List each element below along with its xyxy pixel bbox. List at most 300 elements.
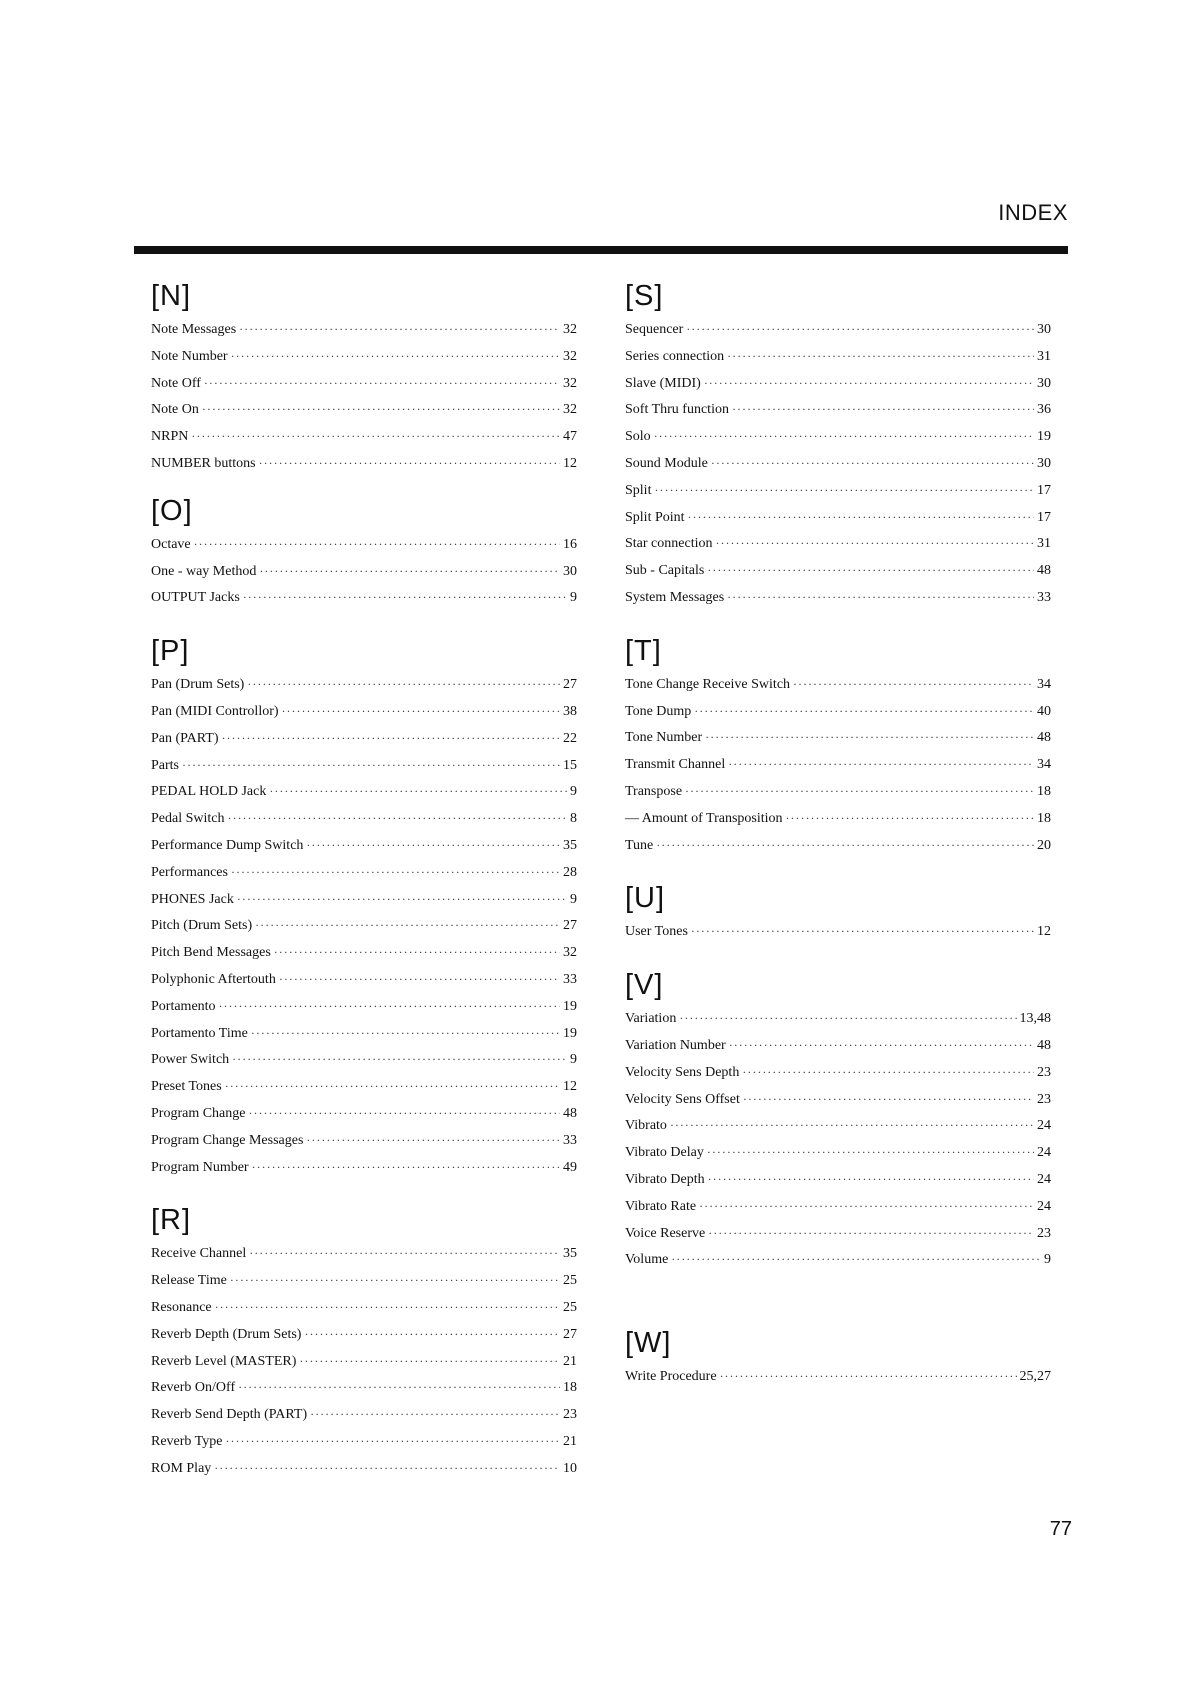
entry-page-number: 27 (563, 918, 577, 934)
index-entry (151, 725, 577, 752)
index-entry (625, 1363, 1051, 1390)
entry-page-number: 27 (563, 1326, 577, 1342)
dot-leader (204, 370, 560, 397)
entry-page-number: 13,48 (1019, 1011, 1051, 1027)
entry-label: Parts (151, 757, 179, 773)
entry-page-number: 23 (1037, 1225, 1051, 1241)
entry-label: Vibrato Rate (625, 1198, 697, 1214)
entry-page-number: 28 (563, 864, 577, 880)
section-spacer (151, 611, 577, 631)
entry-label: Sub - Capitals (625, 563, 705, 579)
index-entry (625, 1086, 1051, 1113)
entry-label: Variation (625, 1011, 677, 1027)
entry-page-number: 34 (1037, 757, 1051, 773)
index-entry (151, 1154, 577, 1181)
index-section (151, 491, 577, 611)
entry-page-number: 17 (1037, 482, 1051, 498)
entry-page-number: 31 (1037, 348, 1051, 364)
entry-label: Volume (625, 1252, 669, 1268)
entry-page-number: 9 (570, 590, 577, 606)
index-entry (151, 584, 577, 611)
entry-label: NRPN (151, 429, 189, 445)
dot-leader (705, 724, 1034, 751)
index-entry (151, 531, 577, 558)
index-entries (151, 316, 577, 477)
index-entries (151, 671, 577, 1180)
index-section (625, 631, 1051, 859)
entry-page-number: 30 (1037, 375, 1051, 391)
section-heading: [W] (625, 1327, 672, 1360)
index-entry (151, 558, 577, 585)
entry-label: Program Change (151, 1105, 246, 1121)
entry-page-number: 33 (563, 1132, 577, 1148)
entry-label: Pitch Bend Messages (151, 945, 271, 961)
index-entry (625, 698, 1051, 725)
index-section (151, 631, 577, 1180)
index-entry (151, 832, 577, 859)
index-entry (625, 832, 1051, 859)
dot-leader (727, 584, 1034, 611)
index-entries (625, 1363, 1051, 1390)
entry-page-number: 48 (1037, 563, 1051, 579)
index-entry (625, 370, 1051, 397)
dot-leader (310, 1401, 560, 1428)
dot-leader (720, 1363, 1017, 1390)
dot-leader (742, 1059, 1034, 1086)
dot-leader (255, 912, 560, 939)
index-entry (151, 1428, 577, 1455)
entry-label: System Messages (625, 589, 725, 605)
entry-page-number: 47 (563, 429, 577, 445)
entry-page-number: 32 (563, 322, 577, 337)
entry-page-number: 9 (1044, 1252, 1051, 1268)
dot-leader (228, 805, 568, 832)
index-entry (151, 1127, 577, 1154)
index-entry (151, 939, 577, 966)
index-entry (625, 1246, 1051, 1273)
entry-label: Note Off (151, 375, 201, 391)
index-entry (151, 1046, 577, 1073)
dot-leader (679, 1005, 1016, 1032)
dot-leader (786, 805, 1034, 832)
entry-label: Velocity Sens Offset (625, 1091, 740, 1107)
section-heading: [O] (151, 494, 193, 527)
entry-label: Split (625, 482, 652, 498)
entry-label: Variation Number (625, 1037, 726, 1053)
index-section (151, 276, 577, 477)
entry-page-number: 12 (563, 1079, 577, 1095)
dot-leader (232, 1046, 567, 1073)
entry-page-number: 32 (563, 945, 577, 961)
index-entries (151, 531, 577, 611)
entry-page-number: 24 (1037, 1171, 1051, 1187)
dot-leader (215, 1294, 560, 1321)
entry-page-number: 22 (563, 730, 577, 746)
index-entry (625, 918, 1051, 945)
index-entry (625, 1139, 1051, 1166)
entry-page-number: 30 (1037, 455, 1051, 471)
entry-page-number: 35 (563, 837, 577, 853)
dot-leader (654, 423, 1034, 450)
dot-leader (219, 993, 560, 1020)
index-column-right (625, 276, 1051, 1390)
entry-label: Note Number (151, 348, 228, 364)
dot-leader (259, 450, 560, 477)
section-spacer (625, 945, 1051, 965)
dot-leader (694, 698, 1034, 725)
index-entry (151, 1100, 577, 1127)
dot-leader (306, 832, 560, 859)
section-spacer (625, 858, 1051, 878)
dot-leader (691, 918, 1034, 945)
entry-page-number: 12 (563, 455, 577, 471)
entry-page-number: 33 (1037, 589, 1051, 605)
entry-label: NUMBER buttons (151, 455, 256, 471)
dot-leader (708, 1220, 1034, 1247)
dot-leader (708, 1166, 1034, 1193)
entry-label: User Tones (625, 924, 688, 940)
index-entry (151, 805, 577, 832)
entry-label: Program Change Messages (151, 1132, 304, 1148)
entry-page-number: 19 (563, 1025, 577, 1041)
index-entry (625, 751, 1051, 778)
dot-leader (299, 1348, 560, 1375)
entry-label: Reverb Depth (Drum Sets) (151, 1326, 302, 1342)
dot-leader (230, 1267, 560, 1294)
entry-label: Transpose (625, 783, 683, 799)
entry-label: Note On (151, 402, 199, 418)
dot-leader (793, 671, 1034, 698)
entry-page-number: 32 (563, 375, 577, 391)
entry-label: Sequencer (625, 322, 684, 337)
dot-leader (269, 778, 567, 805)
dot-leader (247, 671, 560, 698)
index-section (625, 276, 1051, 611)
index-entry (625, 1220, 1051, 1247)
entry-label: Reverb On/Off (151, 1380, 236, 1396)
index-section (625, 1323, 1051, 1390)
entry-page-number: 25 (563, 1299, 577, 1315)
section-heading: [S] (625, 280, 664, 312)
entry-label: Polyphonic Aftertouth (151, 971, 276, 987)
index-entry (625, 343, 1051, 370)
index-entry (151, 396, 577, 423)
entry-page-number: 25,27 (1019, 1369, 1051, 1385)
index-entry (625, 584, 1051, 611)
dot-leader (707, 557, 1034, 584)
entry-page-number: 27 (563, 677, 577, 693)
index-entry (151, 316, 577, 343)
entry-label: Sound Module (625, 455, 708, 471)
entry-page-number: 18 (563, 1380, 577, 1396)
entry-page-number: 24 (1037, 1145, 1051, 1161)
section-spacer (151, 477, 577, 491)
index-entry (151, 778, 577, 805)
index-entry (625, 1166, 1051, 1193)
index-entry (625, 450, 1051, 477)
entry-label: Performances (151, 864, 228, 880)
index-entry (151, 1073, 577, 1100)
dot-leader (194, 531, 560, 558)
entry-page-number: 16 (563, 536, 577, 552)
index-entry (151, 1020, 577, 1047)
dot-leader (711, 450, 1034, 477)
index-entry (151, 671, 577, 698)
entry-page-number: 20 (1037, 837, 1051, 853)
dot-leader (248, 1100, 560, 1127)
dot-leader (306, 1127, 560, 1154)
index-entry (151, 1321, 577, 1348)
entry-label: Tone Number (625, 730, 703, 746)
entry-page-number: 30 (563, 563, 577, 579)
index-entry (151, 1294, 577, 1321)
entry-label: Receive Channel (151, 1246, 247, 1262)
entry-page-number: 34 (1037, 676, 1051, 692)
dot-leader (704, 370, 1034, 397)
dot-leader (252, 1154, 560, 1181)
index-entry (625, 724, 1051, 751)
entry-label: Preset Tones (151, 1079, 222, 1095)
entry-label: Tone Change Receive Switch (625, 676, 791, 692)
dot-leader (685, 778, 1034, 805)
entry-page-number: 17 (1037, 509, 1051, 525)
entry-page-number: 9 (570, 891, 577, 907)
index-entry (625, 1032, 1051, 1059)
section-spacer (151, 1180, 577, 1200)
index-column-left (151, 276, 577, 1481)
entry-page-number: 23 (1037, 1091, 1051, 1107)
dot-leader (259, 558, 560, 585)
entry-page-number: 38 (563, 703, 577, 719)
dot-leader (182, 752, 560, 779)
entry-label: Tune (625, 837, 654, 853)
section-heading: [U] (625, 882, 666, 915)
index-entry (625, 805, 1051, 832)
entry-label: Slave (MIDI) (625, 375, 701, 391)
entry-label: Portamento (151, 998, 216, 1014)
entry-label: Write Procedure (625, 1369, 717, 1385)
entry-label: Reverb Send Depth (PART) (151, 1407, 308, 1423)
entry-page-number: 48 (563, 1105, 577, 1121)
entry-page-number: 15 (563, 757, 577, 773)
entry-label: Pitch (Drum Sets) (151, 918, 253, 934)
entry-page-number: 23 (1037, 1064, 1051, 1080)
dot-leader (191, 423, 560, 450)
index-entry (151, 752, 577, 779)
dot-leader (251, 1020, 560, 1047)
entry-label: Program Number (151, 1159, 249, 1175)
index-entry (151, 859, 577, 886)
entry-label: Vibrato (625, 1118, 667, 1134)
dot-leader (221, 725, 560, 752)
section-heading: [P] (151, 635, 190, 668)
entry-label: Transmit Channel (625, 757, 726, 773)
entry-page-number: 40 (1037, 703, 1051, 719)
index-section (625, 878, 1051, 945)
index-entry (151, 1240, 577, 1267)
entry-page-number: 35 (563, 1246, 577, 1262)
section-heading: [N] (151, 280, 192, 312)
entry-label: Resonance (151, 1299, 212, 1315)
index-section (625, 965, 1051, 1273)
entry-page-number: 49 (563, 1159, 577, 1175)
dot-leader (274, 939, 560, 966)
entry-label: Velocity Sens Depth (625, 1064, 740, 1080)
index-entries (151, 1240, 577, 1481)
entry-label: Star connection (625, 536, 713, 552)
page-number: 77 (1049, 1518, 1072, 1540)
entry-label: Split Point (625, 509, 685, 525)
entry-label: Performance Dump Switch (151, 837, 304, 853)
entry-page-number: 8 (570, 811, 577, 827)
index-entries (625, 1005, 1051, 1273)
dot-leader (671, 1246, 1041, 1273)
dot-leader (238, 1374, 560, 1401)
dot-leader (304, 1321, 560, 1348)
dot-leader (688, 504, 1034, 531)
index-entry (151, 886, 577, 913)
entry-page-number: 9 (570, 784, 577, 800)
section-heading: [R] (151, 1204, 192, 1237)
dot-leader (239, 316, 560, 343)
entry-label: PEDAL HOLD Jack (151, 784, 267, 800)
index-entry (151, 370, 577, 397)
section-heading: [V] (625, 969, 664, 1002)
entry-label: Series connection (625, 348, 725, 364)
dot-leader (225, 1428, 560, 1455)
dot-leader (732, 396, 1034, 423)
index-entry (151, 450, 577, 477)
entry-page-number: 18 (1037, 783, 1051, 799)
index-entry (151, 912, 577, 939)
index-entry (625, 477, 1051, 504)
dot-leader (670, 1112, 1034, 1139)
entry-label: Reverb Type (151, 1433, 223, 1449)
dot-leader (202, 396, 560, 423)
index-entry (151, 1374, 577, 1401)
dot-leader (729, 1032, 1034, 1059)
entry-label: PHONES Jack (151, 891, 234, 907)
dot-leader (715, 530, 1034, 557)
dot-leader (727, 343, 1034, 370)
entry-label: Pedal Switch (151, 811, 225, 827)
section-heading: [T] (625, 634, 662, 667)
entry-label: Octave (151, 536, 191, 552)
index-entry (625, 671, 1051, 698)
index-entry (151, 698, 577, 725)
entry-label: Pan (Drum Sets) (151, 677, 245, 693)
dot-leader (656, 832, 1034, 859)
dot-leader (728, 751, 1034, 778)
dot-leader (249, 1240, 560, 1267)
entry-page-number: 23 (563, 1407, 577, 1423)
entry-label: — Amount of Transposition (625, 810, 783, 826)
index-section (151, 1200, 577, 1481)
index-entry (625, 316, 1051, 343)
entry-page-number: 25 (563, 1273, 577, 1289)
entry-label: Soft Thru function (625, 402, 729, 418)
index-entry (625, 1005, 1051, 1032)
dot-leader (231, 859, 560, 886)
entry-page-number: 48 (1037, 1037, 1051, 1053)
index-entries (625, 316, 1051, 611)
index-entry (151, 343, 577, 370)
entry-page-number: 19 (563, 998, 577, 1014)
entry-label: Note Messages (151, 322, 237, 337)
entry-page-number: 10 (563, 1460, 577, 1476)
dot-leader (707, 1139, 1034, 1166)
entry-page-number: 36 (1037, 402, 1051, 418)
dot-leader (231, 343, 560, 370)
entry-page-number: 31 (1037, 536, 1051, 552)
entry-page-number: 12 (1037, 924, 1051, 940)
entry-label: Reverb Level (MASTER) (151, 1353, 297, 1369)
entry-page-number: 32 (563, 348, 577, 364)
dot-leader (282, 698, 560, 725)
page-title: INDEX (998, 200, 1068, 225)
index-entry (151, 966, 577, 993)
index-entry (151, 1455, 577, 1482)
entry-page-number: 30 (1037, 322, 1051, 337)
section-spacer (625, 1273, 1051, 1323)
index-entry (151, 1348, 577, 1375)
entry-page-number: 24 (1037, 1198, 1051, 1214)
entry-label: Portamento Time (151, 1025, 248, 1041)
entry-label: Pan (MIDI Controllor) (151, 703, 279, 719)
entry-page-number: 19 (1037, 429, 1051, 445)
entry-label: Solo (625, 429, 651, 445)
dot-leader (225, 1073, 560, 1100)
entry-label: Tone Dump (625, 703, 692, 719)
entry-label: OUTPUT Jacks (151, 590, 240, 606)
index-entry (151, 1401, 577, 1428)
index-entry (625, 1059, 1051, 1086)
dot-leader (699, 1193, 1034, 1220)
index-entry (151, 1267, 577, 1294)
dot-leader (743, 1086, 1034, 1113)
entry-label: Pan (PART) (151, 730, 219, 746)
entry-page-number: 18 (1037, 810, 1051, 826)
entry-page-number: 33 (563, 971, 577, 987)
index-entries (625, 671, 1051, 859)
index-entry (625, 1112, 1051, 1139)
entry-label: Vibrato Depth (625, 1171, 705, 1187)
dot-leader (237, 886, 567, 913)
index-entry (625, 530, 1051, 557)
index-entry (625, 557, 1051, 584)
dot-leader (279, 966, 560, 993)
entry-label: Release Time (151, 1273, 227, 1289)
dot-leader (654, 477, 1034, 504)
entry-label: Power Switch (151, 1052, 230, 1068)
index-entry (625, 396, 1051, 423)
entry-page-number: 9 (570, 1052, 577, 1068)
section-spacer (625, 611, 1051, 631)
dot-leader (243, 584, 567, 611)
entry-label: One - way Method (151, 563, 257, 579)
entry-page-number: 24 (1037, 1118, 1051, 1134)
index-entry (151, 423, 577, 450)
index-entry (625, 778, 1051, 805)
entry-label: ROM Play (151, 1460, 212, 1476)
index-entry (151, 993, 577, 1020)
dot-leader (686, 316, 1034, 343)
entry-page-number: 21 (563, 1433, 577, 1449)
entry-page-number: 21 (563, 1353, 577, 1369)
entry-label: Voice Reserve (625, 1225, 706, 1241)
index-entry (625, 423, 1051, 450)
index-entries (625, 918, 1051, 945)
